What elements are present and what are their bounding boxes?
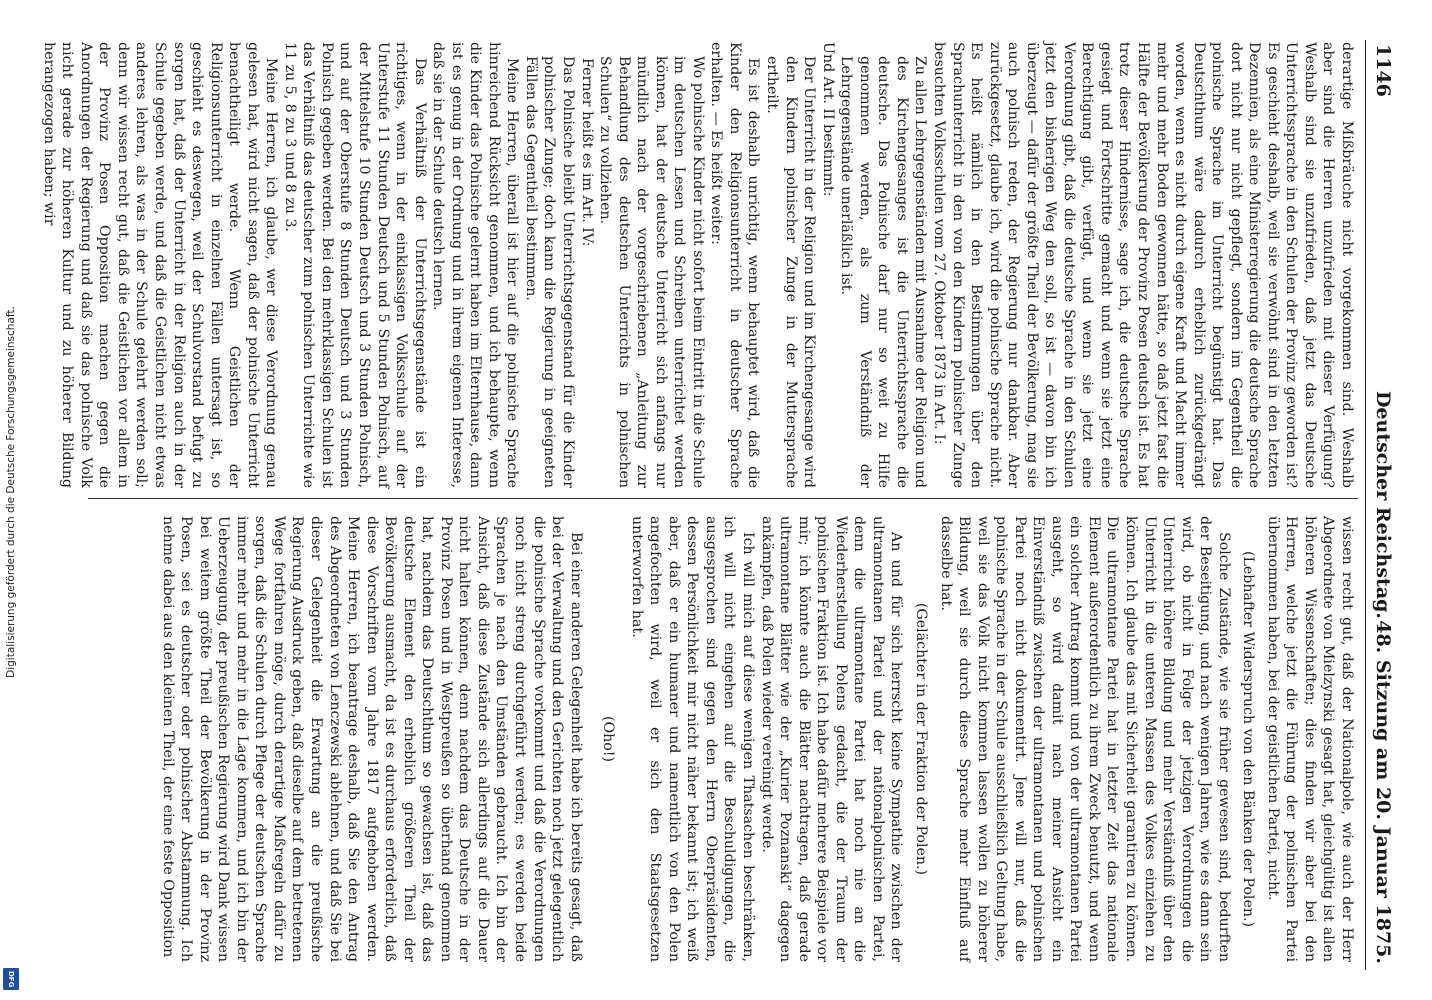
left-column [39, 42, 1356, 488]
column-divider [88, 498, 1358, 499]
session-info: 48. Sitzung am 20. Januar 1875. [1372, 620, 1394, 964]
paragraph: Ferner heißt es im Art. IV: [578, 58, 595, 247]
quote-paragraph: Der Unterricht in der Religion und im Kirchengesange wird den Kindern polnischer Zunge in der Muttersprache ertheilt. [764, 56, 818, 488]
paragraph: Und Art. II bestimmt: [819, 42, 836, 197]
stage-direction: (Gelächter in der Fraktion der Polen.) [912, 602, 929, 876]
paragraph: Ich will mich auf diese wenigen Thatsachen beschränken, ich will nicht eingehen auf die Beschuldigungen, die ausgesprochen sind gegen den Herrn Oberpräsidenten, dessen Persönlichkeit mir nicht näher bekannt ist; ich weiß aber, daß er ein humaner und namentlich von den Polen angefochten wird, weil er sich den Staatsgesetzen unterworfen hat. [628, 516, 757, 962]
publication-title: Deutscher Reichstag. [1372, 390, 1394, 620]
credit-text: Digitalisierung gefördert durch die Deutsche Forschungsgemeinschaft. [5, 306, 17, 678]
quote-paragraph: Wo polnische Kinder nicht sofort beim Eintritt in die Schule im deutschen Lesen und Schreiben unterrichtet werden können, hat der deutsche Unterricht sich anfangs nur mündlich nach der vorgeschriebenen „Anleitung zur Behandlung des deutschen Unterrichts in polnischen Schulen“ zu vollziehen. [597, 56, 706, 488]
stage-direction: (Lebhafter Widerspruch von den Bänken der Polen.) [1240, 550, 1257, 928]
paragraph: wissen recht gut, daß der Nationalpole, wie auch der Herr Abgeordnete von Mielzynski gesagt hat, gleichgültig ist allen höheren Wissenschaften; dies finden wir aber bei den Herren, welche jetzt die Führung der polnischen Partei übernommen haben, bei der geistlichen Partei, nicht. [1264, 516, 1355, 962]
stage-direction: (Oho!) [600, 715, 617, 763]
quote-paragraph: Das Polnische bleibt Unterrichtsgegenstand für die Kinder polnischer Zunge; doch kann die Regierung in geeigneten Fällen das Gegentheil bestimmen. [522, 56, 577, 488]
paragraph: Bei einer anderen Gelegenheit habe ich bereits gesagt, daß bei der Verwaltung und den Gerichten noch jetzt gelegentlich die polnische Sprache vorkommt und daß die Verordnungen noch nicht streng durchgeführt werden; es werden beide Sprachen je nach den Umständen gebraucht. Ich bin der Ansicht, daß diese Zustände sich allerdings auf die Dauer nicht halten können, denn nachdem das Deutsche in der Provinz Posen und in Westpreußen so überhand genommen hat, nachdem das Deutschthum so gewachsen ist, daß das deutsche Element den erheblich größeren Theil der Bevölkerung ausmacht, da ist es durchaus erforderlich, daß diese Vorschriften vom Jahre 1817 aufgehoben werden. Meine Herren, ich beantrage deshalb, daß Sie den Antrag des Abgeordneten von Lenczewski ablehnen, und daß Sie bei dieser Gelegenheit die Erwartung an die preußische Regierung Ausdruck geben, daß dieselbe auf dem betretenen Wege fortfahren möge, durch derartige Maßregeln dafür zu sorgen, daß die Schulen durch Pflege der deutschen Sprache immer mehr und mehr in die Lage kommen, und ich bin der Ueberzeugung, der preußischen Regierung wird Dank wissen bei weitem größte Theil der Bevölkerung in der Provinz Posen, sei es deutscher oder polnischer Abstammung. Ich nehme dabei aus den kleinen Theil, der eine feste Opposition [159, 516, 584, 962]
paragraph: derartige Mißbräuche nicht vorgekommen sind. Weshalb aber sind die Herren unzufrieden mit dieser Verfügung? Weshalb sind sie unzufrieden, daß jetzt das Deutsche Unterrichtssprache in den Schulen der Provinz geworden ist? Es geschieht deshalb, weil sie verwöhnt sind in den letzten Dezennien, als eine Ministerregierung die deutsche Sprache dort nicht nur nicht gepflegt, sondern im Gegentheil die polnische Sprache im Unterricht begünstigt hat. Das Deutschthum wäre dadurch erheblich zurückgedrängt worden, wenn es nicht durch eigene Kraft und Macht immer mehr und mehr Boden gewonnen hätte, so daß jetzt fast die Hälfte der Bevölkerung der Provinz Posen deutsch ist. Es hat trotz dieser Hindernisse, sage ich, die deutsche Sprache gesiegt und Fortschritte gemacht und wenn sie jetzt eine Berechtigung gibt, verfügt, und wenn sie jetzt eine Verordnung gibt, daß die deutsche Sprache in den Schulen jetzt den bisherigen Weg den soll, so ist — davon bin ich überzeugt — dafür der größte Theil der Bevölkerung, mag sie auch polnisch reden, der Regierung nur dankbar. Aber zurückgesetzt, glaube ich, wird die polnische Sprache nicht. Es heißt nämlich in den Bestimmungen über den Sprachunterricht in den von den Kindern polnischer Zunge besuchten Volksschulen vom 27. Oktober 1873 in Art. I: [930, 42, 1355, 489]
paragraph: Solche Zustände, wie sie früher gewesen sind, bedurften der Beseitigung, und nach wenigen Jahren, wie es dann sein wird, ob nicht in Folge der jetzigen Verordnungen die Unterricht höhere Bildung und mehr Verständniß über den Unterricht in die unteren Massen des Volkes einziehen zu können. Ich glaube das mit Sicherheit garantiren zu können. Die ultramontane Partei hat in letzter Zeit das nationale Element außerordentlich zu ihrem Zweck benutzt, und wenn ein solcher Antrag kommt und von der ultramontanen Partei ausgeht, so wird damit nach meiner Ansicht ein Einverständniß zwischen der ultramontanen und polnischen Partei noch nicht dokumentirt. Jene will nur, daß die polnische Sprache in der Schule ausschließlich Geltung habe, weil sie das Volk nicht kommen lassen wollen zu höherer Bildung, weil sie durch diese Sprache mehr Einfluß auf dasselbe hat. [937, 516, 1232, 962]
paragraph: Es ist deshalb unrichtig, wenn behauptet wird, daß die Kinder den Religionsunterricht in deutscher Sprache erhalten. — Es heißt weiter: [708, 42, 762, 488]
paragraph: Meine Herren, ich glaube, wer diese Verordnung genau gelesen hat, wird nicht sagen, daß der polnische Unterricht benachtheiligt werde. Wenn Geistlichen der Religionsunterricht in einzelnen Fällen untersagt ist, so geschieht es deswegen, weil der Schulvorstand befugt zu sorgen hat, daß der Unterricht in der Religion auch in der Schule gegeben werde, und daß die Geistlichen nicht etwas anderes lehren, als was in der Schule gelehrt werden soll; denn wir wissen recht gut, daß die Geistlichen vor allem in der Provinz Posen Opposition machen gegen die Anordnungen der Regierung und daß sie das polnische Volk nicht gerade zur höheren Kultur und zu höherer Bildung herangezogen haben; wir [40, 42, 280, 488]
paragraph: Meine Herren, überall ist hier auf die polnische Sprache hinreichend Rücksicht genommen, und ich behaupte, wenn die Kinder das Polnische gelernt haben im Elternhause, dann ist es genug in der Ordnung und in ihrem eigenen Interesse, daß sie in der Schule deutsch lernen. [430, 42, 521, 488]
paragraph: Das Verhältniß der Unterrichtsgegenstände ist ein richtiges, wenn in der einklassigen Volksschule auf der Unterstufe 11 Stunden Deutsch und 5 Stunden Polnisch, auf der Mittelstufe 10 Stunden Deutsch und 3 Stunden Polnisch, und auf der Oberstufe 8 Stunden Deutsch und 3 Stunden Polnisch gegeben werden. Bei den mehrklassigen Schulen ist das Verhältniß das deutscher zum polnischen Unterrichte wie 11 zu 5, 8 zu 3 und 8 zu 3. [281, 42, 428, 488]
dfg-logo: DFG [3, 968, 19, 990]
page-number: 1146 [1372, 44, 1394, 97]
right-column [158, 516, 1356, 962]
quote-paragraph: Zu allen Lehrgegenständen mit Ausnahme der Religion und des Kirchengesanges ist die Unterrichtssprache die deutsche. Das Polnische darf nur so weit zu Hilfe genommen werden, als zum Verständniß der Lehrgegenstände unerläßlich ist. [838, 56, 929, 488]
page-header [1365, 40, 1400, 970]
digitization-credit [0, 0, 22, 1000]
newspaper-page [40, 30, 1412, 980]
paragraph: An und für sich herrscht keine Sympathie zwischen der ultramontanen Partei und der nationalpolnischen Partei, denn die ultramontane Partei hat noch nie an die Wiederherstellung Polens gedacht, die der Traum der polnischen Fraktion ist. Ich habe dafür mehrere Beispiele vor mir; ich könnte auch die Blätter nachtragen, daß gerade ultramontane Blätter wie der „Kurier Poznanski“ dagegen ankämpfen, daß Polen wieder vereinigt werde. [758, 516, 905, 962]
